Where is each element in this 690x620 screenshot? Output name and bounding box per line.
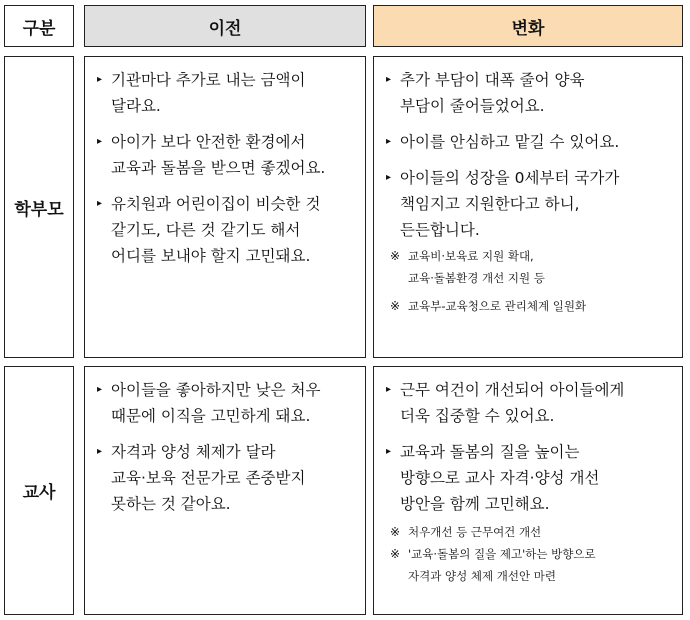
note-item: ※ '교육·돌봄의 질을 제고'하는 방향으로 자격과 양성 체제 개선안 마련	[386, 543, 672, 587]
row-label-teachers: 교사	[4, 366, 74, 615]
list-item: ▸ 교육과 돌봄의 질을 높이는 방향으로 교사 자격·양성 개선 방안을 함께 고민해요.	[386, 439, 672, 517]
list-item: ▸ 아이들의 성장을 0세부터 국가가 책임지고 지원한다고 하니, 든든합니다.	[386, 165, 672, 243]
teachers-change-cell	[373, 366, 683, 615]
bullet-icon: ▸	[97, 198, 103, 209]
header-change: 변화	[373, 5, 683, 47]
note-item: ※ 처우개선 등 근무여건 개선	[386, 521, 672, 543]
list-item: ▸ 자격과 양성 체제가 달라 교육·보육 전문가로 존중받지 못하는 것 같아요.	[97, 439, 355, 517]
parents-before-cell	[84, 56, 366, 358]
parents-change-cell	[373, 56, 683, 358]
list-item: ▸ 유치원과 어린이집이 비슷한 것 같기도, 다른 것 같기도 해서 어디를 보내야 할지 고민돼요.	[97, 191, 355, 269]
bullet-icon: ▸	[386, 172, 392, 183]
reference-mark-icon: ※	[390, 525, 401, 539]
list-item: ▸ 기관마다 추가로 내는 금액이 달라요.	[97, 67, 355, 119]
reference-mark-icon: ※	[390, 249, 401, 263]
teachers-before-cell	[84, 366, 366, 615]
header-before: 이전	[84, 5, 366, 47]
reference-mark-icon: ※	[390, 299, 401, 313]
note-item: ※ 교육비·보육료 지원 확대, 교육·돌봄환경 개선 지원 등	[386, 245, 672, 289]
bullet-icon: ▸	[386, 446, 392, 457]
bullet-icon: ▸	[97, 74, 103, 85]
list-item: ▸ 아이를 안심하고 맡길 수 있어요.	[386, 129, 672, 155]
list-item: ▸ 아이가 보다 안전한 환경에서 교육과 돌봄을 받으면 좋겠어요.	[97, 129, 355, 181]
list-item: ▸ 추가 부담이 대폭 줄어 양육 부담이 줄어들었어요.	[386, 67, 672, 119]
list-item: ▸ 아이들을 좋아하지만 낮은 처우 때문에 이직을 고민하게 돼요.	[97, 377, 355, 429]
header-category: 구분	[4, 5, 74, 47]
row-label-parents: 학부모	[4, 56, 74, 358]
note-item: ※ 교육부-교육청으로 관리체계 일원화	[386, 295, 672, 317]
bullet-icon: ▸	[386, 384, 392, 395]
bullet-icon: ▸	[97, 384, 103, 395]
list-item: ▸ 근무 여건이 개선되어 아이들에게 더욱 집중할 수 있어요.	[386, 377, 672, 429]
bullet-icon: ▸	[97, 446, 103, 457]
bullet-icon: ▸	[386, 136, 392, 147]
bullet-icon: ▸	[386, 74, 392, 85]
reference-mark-icon: ※	[390, 547, 401, 561]
bullet-icon: ▸	[97, 136, 103, 147]
